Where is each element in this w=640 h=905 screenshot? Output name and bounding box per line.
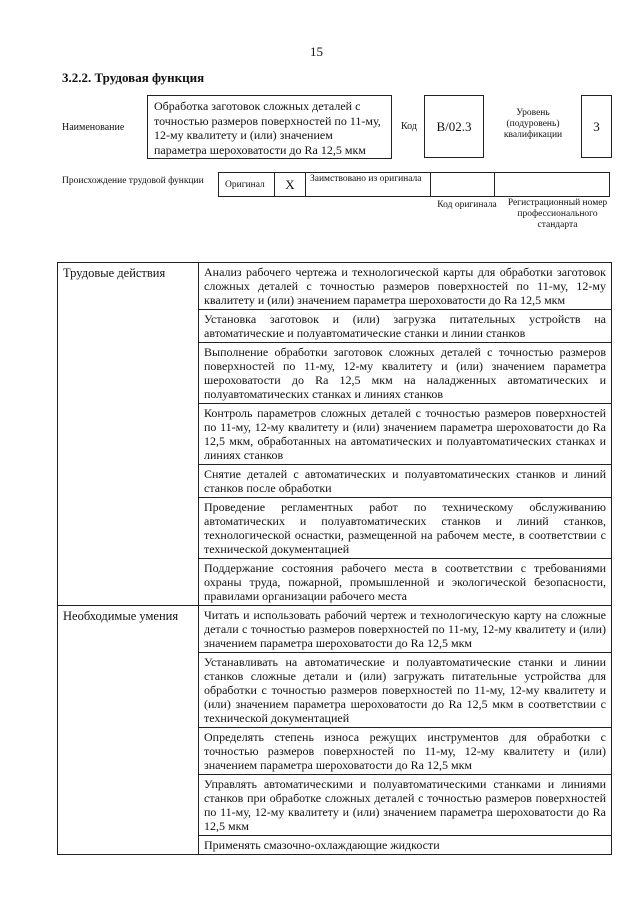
code-original-label: Код оригинала <box>437 200 497 210</box>
code-box <box>424 95 484 158</box>
function-name: Обработка заготовок сложных деталей с точностью размеров поверхностей по 11-му, 12-му квалитету и (или) значением параметра шероховатости до Ra 12,5 мкм <box>154 99 381 157</box>
reg-number-label: Регистрационный номер профессионального стандарта <box>507 198 608 230</box>
level-label: Уровень (подуровень) квалификации <box>503 108 563 140</box>
code-label: Код <box>401 121 417 132</box>
original-mark: X <box>275 173 306 196</box>
section-item: Анализ рабочего чертежа и технологической карты для обработки заготовок сложных деталей с точностью размеров поверхностей по 11-му, 12-му квалитету и (или) значением параметра шероховатости до Ra 12,5 мкм <box>199 263 612 310</box>
section-label: Необходимые умения <box>58 606 199 855</box>
section-item: Управлять автоматическими и полуавтоматическими станками и линиями станков при обработке сложных деталей с точностью размеров поверхностей по 11-му, 12-му квалитету и (или) значением параметра шероховатости до Ra 12,5 мкм <box>199 775 612 836</box>
section-item: Устанавливать на автоматические и полуавтоматические станки и линии станков сложные детали и (или) загружать питательные устройства для обработки с точностью размеров поверхностей по 11-му, 12-му квалитету и (или) значением параметра шероховатости до Ra 12,5 мкм в соответствии с технической документацией <box>199 653 612 728</box>
code-original-cell <box>431 173 495 196</box>
borrowed-label: Заимствовано из оригинала <box>306 173 431 196</box>
section-item: Установка заготовок и (или) загрузка питательных устройств на автоматические и полуавтоматические станки и линии станков <box>199 310 612 343</box>
level-value: 3 <box>593 118 600 134</box>
page-number: 15 <box>310 44 323 59</box>
code-value: B/02.3 <box>436 118 472 134</box>
table-row <box>58 263 612 310</box>
section-item: Определять степень износа режущих инструментов для обработки с точностью размеров поверхностей по 11-му, 12-му квалитету и (или) значением параметра шероховатости до Ra 12,5 мкм <box>199 728 612 775</box>
function-table <box>57 262 612 855</box>
section-title: 3.2.2. Трудовая функция <box>62 70 205 85</box>
origin-table <box>218 172 610 197</box>
section-item: Поддержание состояния рабочего места в соответствии с требованиями охраны труда, пожарной, промышленной и экологической безопасности, правилами организации рабочего места <box>199 559 612 606</box>
section-label: Трудовые действия <box>58 263 199 606</box>
table-row <box>58 606 612 653</box>
function-name-box <box>147 95 392 159</box>
section-item: Контроль параметров сложных деталей с точностью размеров поверхностей по 11-му, 12-му квалитету и (или) значением параметра шероховатости до Ra 12,5 мкм, обработанных на автоматических и полуавтоматических станках и линиях станков <box>199 404 612 465</box>
reg-number-cell <box>495 173 609 196</box>
level-box <box>581 95 612 158</box>
original-label: Оригинал <box>219 173 275 196</box>
name-label: Наименование <box>62 122 125 133</box>
section-item: Снятие деталей с автоматических и полуавтоматических станков и линий станков после обработки <box>199 465 612 498</box>
section-item: Применять смазочно-охлаждающие жидкости <box>199 836 612 855</box>
section-item: Выполнение обработки заготовок сложных деталей с точностью размеров поверхностей по 11-му, 12-му квалитету и (или) значением параметра шероховатости до Ra 12,5 мкм на наладженных автоматических и полуавтоматических станках и линиях станков <box>199 343 612 404</box>
section-item: Читать и использовать рабочий чертеж и технологическую карту на сложные детали с точностью размеров поверхностей по 11-му, 12-му квалитету и (или) значением параметра шероховатости до Ra 12,5 мкм <box>199 606 612 653</box>
section-item: Проведение регламентных работ по техническому обслуживанию автоматических и полуавтоматических станков и линий станков, технологической оснастки, размещенной на рабочем месте, в соответствии с технической документацией <box>199 498 612 559</box>
origin-label: Происхождение трудовой функции <box>62 176 204 186</box>
function-table-body <box>58 263 612 855</box>
